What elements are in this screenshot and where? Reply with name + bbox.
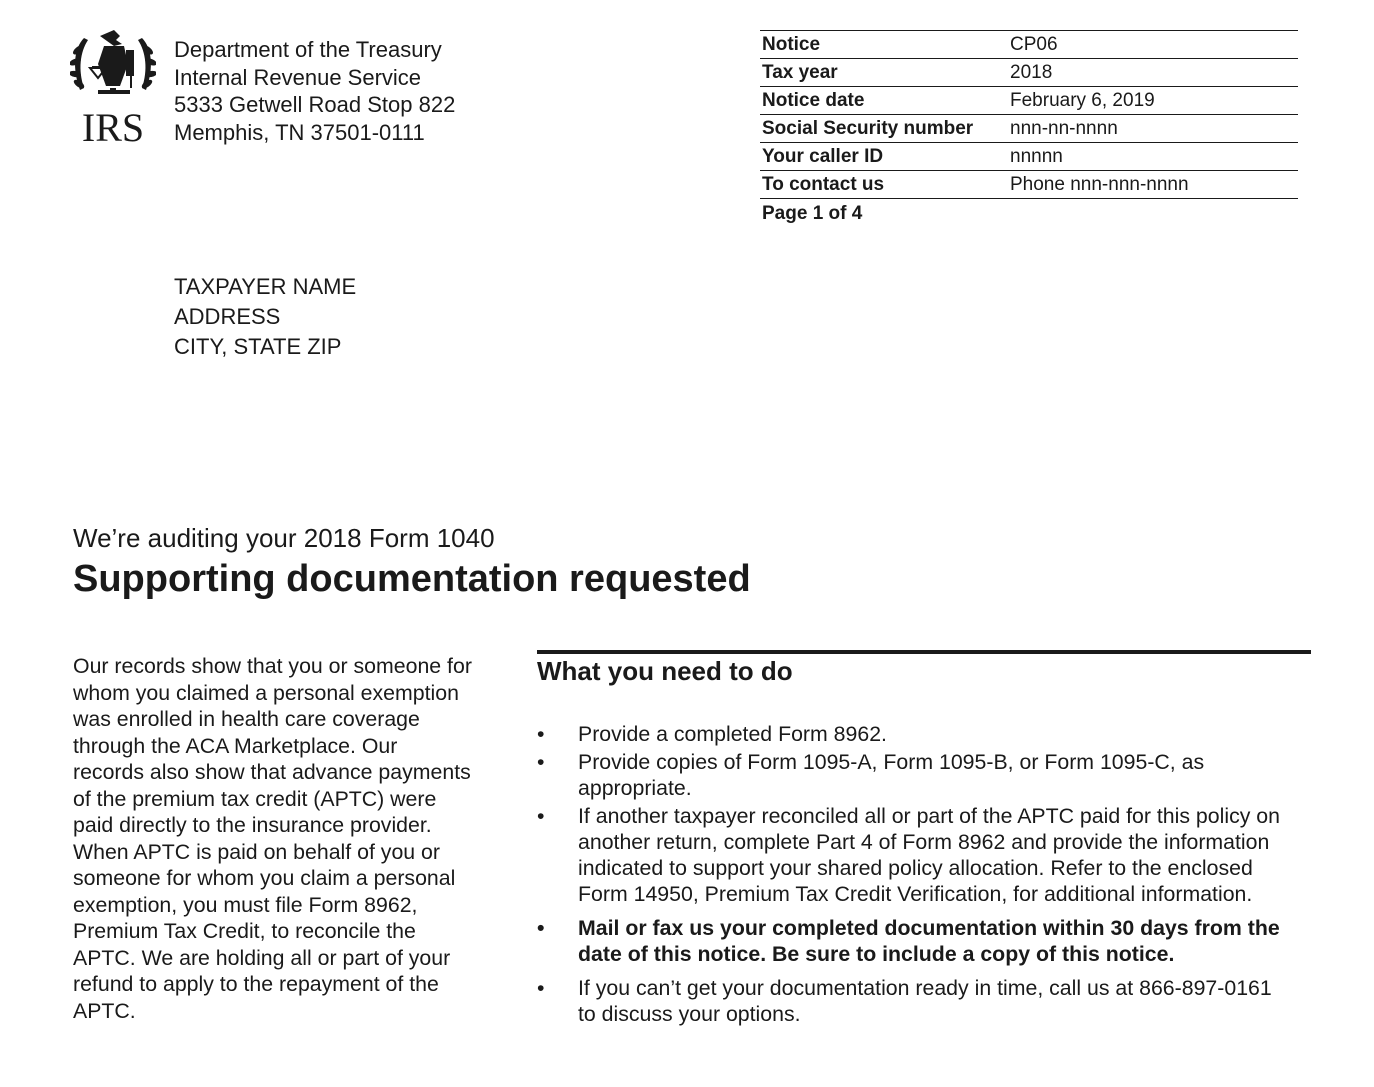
list-item-text: If another taxpayer reconciled all or part of the APTC paid for this policy on another return, complete Part 4 of Form 8962 and provide the information indicated to support your shared policy allocation. Refer to the enclosed Form 14950, Premium Tax Credit Verification, for additional information. xyxy=(578,804,1280,906)
caller-id-label: Your caller ID xyxy=(760,143,1008,171)
action-list xyxy=(537,721,1311,1027)
notice-date-value: February 6, 2019 xyxy=(1008,87,1298,115)
recipient-city-state-zip: CITY, STATE ZIP xyxy=(174,334,342,359)
recipient-address-block xyxy=(174,272,356,362)
notice-info-table xyxy=(760,30,1298,227)
agency-address-block xyxy=(174,36,455,146)
tax-year-value: 2018 xyxy=(1008,59,1298,87)
contact-label: To contact us xyxy=(760,171,1008,199)
list-item-text: Mail or fax us your completed documentation within 30 days from the date of this notice. Be sure to include a copy of this notice. xyxy=(578,916,1280,966)
irs-logo xyxy=(70,28,156,146)
caller-id-value: nnnnn xyxy=(1008,143,1298,171)
intro-paragraph: Our records show that you or someone for whom you claimed a personal exemption was enrolled in health care coverage through the ACA Marketplace. Our records also show that advance payments of the premium tax credit (APTC) were paid directly to the insurance provider. When APTC is paid on behalf of you or someone for whom you claim a personal exemption, you must file Form 8962, Premium Tax Credit, to reconcile the APTC. We are holding all or part of your refund to apply to the repayment of the APTC. xyxy=(73,654,472,1023)
agency-department: Department of the Treasury xyxy=(174,37,442,62)
agency-street: 5333 Getwell Road Stop 822 xyxy=(174,92,456,117)
bullet-icon: • xyxy=(537,804,545,828)
list-item xyxy=(537,915,1311,967)
list-item xyxy=(537,749,1311,801)
action-section xyxy=(537,650,1311,1029)
bullet-icon: • xyxy=(537,750,545,774)
action-section-heading: What you need to do xyxy=(537,656,793,686)
contact-row xyxy=(760,171,1298,199)
notice-row xyxy=(760,31,1298,59)
notice-label: Notice xyxy=(760,31,1008,59)
notice-subtitle: We’re auditing your 2018 Form 1040 xyxy=(73,523,495,553)
notice-date-row xyxy=(760,87,1298,115)
list-item xyxy=(537,803,1311,907)
ssn-row xyxy=(760,115,1298,143)
agency-name: Internal Revenue Service xyxy=(174,64,422,90)
page-indicator-row xyxy=(760,199,1298,228)
notice-date-label: Notice date xyxy=(760,87,1008,115)
bullet-icon: • xyxy=(537,916,545,940)
recipient-name: TAXPAYER NAME xyxy=(174,274,357,299)
list-item-text: If you can’t get your documentation ready in time, call us at 866-897-0161 to discuss your options. xyxy=(578,976,1272,1026)
tax-year-row xyxy=(760,59,1298,87)
page-indicator: Page 1 of 4 xyxy=(762,203,863,224)
tax-year-label: Tax year xyxy=(760,59,1008,87)
list-item-text: Provide a completed Form 8962. xyxy=(578,722,887,746)
ssn-value: nnn-nn-nnnn xyxy=(1008,115,1298,143)
notice-title: Supporting documentation requested xyxy=(73,558,751,600)
ssn-label: Social Security number xyxy=(760,115,1008,143)
list-item xyxy=(537,975,1311,1027)
bullet-icon: • xyxy=(537,976,545,1000)
list-item-text: Provide copies of Form 1095-A, Form 1095-B, or Form 1095-C, as appropriate. xyxy=(578,750,1205,800)
agency-city: Memphis, TN 37501-0111 xyxy=(174,119,425,145)
caller-id-row xyxy=(760,143,1298,171)
list-item xyxy=(537,721,1311,747)
notice-value: CP06 xyxy=(1008,31,1298,59)
irs-logo-text: IRS xyxy=(81,105,145,146)
recipient-address: ADDRESS xyxy=(174,304,281,329)
contact-value: Phone nnn-nnn-nnnn xyxy=(1008,171,1298,199)
bullet-icon: • xyxy=(537,722,545,746)
